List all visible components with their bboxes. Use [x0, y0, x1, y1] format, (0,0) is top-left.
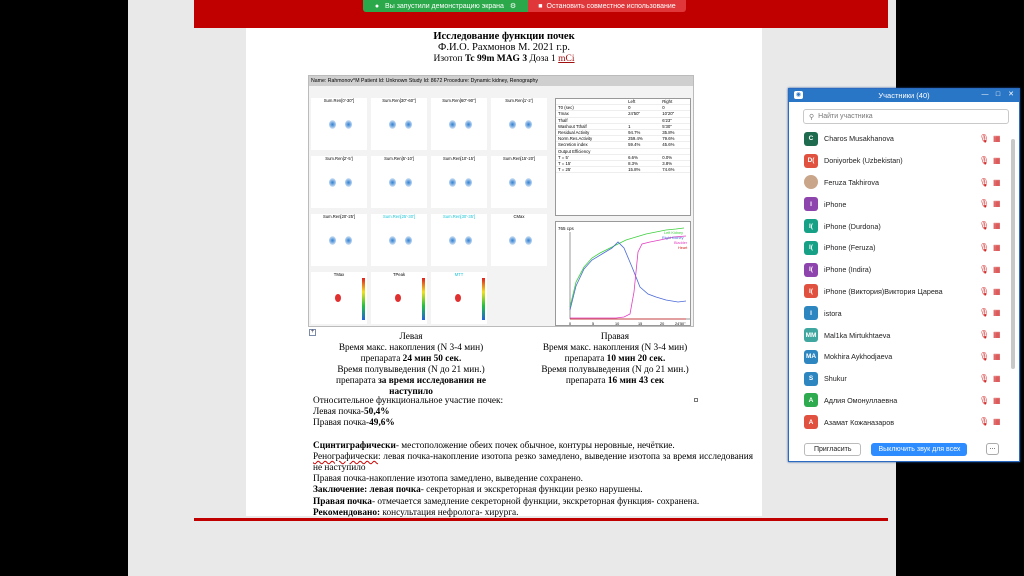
x-tick-0: 0	[569, 322, 572, 326]
participant-row[interactable]	[789, 302, 1019, 324]
video-off-icon[interactable]: ▦	[993, 330, 1001, 340]
scan-tile-label: Sum.Ren[30"-60"]	[382, 98, 416, 103]
kidney-blob	[329, 178, 336, 187]
participant-row[interactable]	[789, 259, 1019, 281]
table-cell: Residual Activity	[556, 130, 626, 136]
participants-titlebar[interactable]	[789, 89, 1019, 102]
mic-muted-icon[interactable]: 🎙︎	[979, 417, 990, 427]
scan-header: Name: Rahmonov^M Patient Id: Unknown Study Id: 8672 Procedure: Dynamic kidney, Renography	[309, 76, 693, 86]
kidney-blob	[465, 178, 472, 187]
share-status-text: Вы запустили демонстрацию экрана	[385, 2, 504, 10]
kidney-blob	[389, 236, 396, 245]
participant-row[interactable]	[789, 237, 1019, 259]
video-off-icon[interactable]: ▦	[993, 155, 1001, 165]
participant-list-scrollbar[interactable]	[1011, 139, 1015, 369]
table-cell: T = 5'	[556, 154, 626, 160]
avatar: I(	[804, 284, 818, 298]
kidney-blob	[389, 120, 396, 129]
table-cell: 59.4%	[626, 142, 660, 148]
left-kidney-summary	[316, 332, 506, 398]
x-tick-20: 20	[660, 322, 665, 326]
avatar	[804, 175, 818, 189]
avatar: A	[804, 415, 818, 429]
scan-tile	[491, 214, 547, 266]
table-cell: 6.6%	[626, 154, 660, 160]
video-off-icon[interactable]: ▦	[993, 177, 1001, 187]
table-cell: 0	[626, 105, 660, 111]
scan-tile	[491, 156, 547, 208]
avatar: MM	[804, 328, 818, 342]
mic-muted-icon[interactable]: 🎙︎	[979, 155, 990, 165]
video-off-icon[interactable]: ▦	[993, 264, 1001, 274]
left-line1: Время макс. накопления (N 3-4 мин)	[338, 343, 484, 353]
x-tick-5: 5	[592, 322, 595, 326]
renogram-svg	[556, 222, 692, 327]
avatar: I(	[804, 241, 818, 255]
color-scale	[482, 278, 485, 320]
recommendation-line: Рекомендовано: консультация нефролога- хирурга.	[313, 507, 519, 518]
scan-tile	[431, 272, 487, 324]
right-line2: препарата 10 мин 20 сек.	[564, 354, 666, 364]
kidney-blob	[525, 120, 532, 129]
scan-tile-label: Sum.Ren[10'-15']	[442, 156, 476, 161]
table-cell: 79.6%	[660, 136, 690, 142]
avatar: S	[804, 372, 818, 386]
kidney-blob	[449, 120, 456, 129]
mic-muted-icon[interactable]: 🎙︎	[979, 221, 990, 231]
avatar: I(	[804, 263, 818, 277]
parametric-map	[455, 294, 461, 302]
participant-name: Doniyorbek (Uzbekistan)	[824, 156, 903, 166]
video-off-icon[interactable]: ▦	[993, 351, 1001, 361]
legend-bladder: Bladder	[674, 241, 688, 245]
x-tick-end: 24'50"	[675, 322, 686, 326]
participant-name: Азамат Кожаназаров	[824, 417, 895, 427]
conclusion-right-line: Правая почка- отмечается замедление секреторной функции, экскреторная функция- сохранена.	[313, 496, 700, 507]
scan-tile-label: CMax	[513, 214, 525, 219]
mic-muted-icon[interactable]: 🎙︎	[979, 199, 990, 209]
kidney-blob	[465, 236, 472, 245]
table-cell: 0.0%	[660, 154, 690, 160]
avatar: I(	[804, 219, 818, 233]
participant-row[interactable]	[789, 172, 1019, 194]
video-off-icon[interactable]: ▦	[993, 134, 1001, 143]
scan-tile	[431, 98, 487, 150]
table-cell: Thalf	[556, 117, 626, 123]
scan-tile-label: Sum.Ren[1'-2']	[505, 98, 533, 103]
isotope-name: Tc 99m MAG 3	[464, 54, 528, 64]
participant-name: iPhone (Durdona)	[824, 221, 881, 231]
results-table	[556, 99, 690, 173]
video-off-icon[interactable]: ▦	[993, 199, 1001, 209]
x-tick-10: 10	[615, 322, 620, 326]
table-cell: 24'50"	[626, 111, 660, 117]
scan-tiles	[311, 98, 551, 326]
graph-cps-label: 765 cps	[558, 226, 574, 231]
scan-tile-label: Sum.Ren[60"-90"]	[442, 98, 476, 103]
video-off-icon[interactable]: ▦	[993, 417, 1001, 427]
table-cell: 259.4%	[626, 136, 660, 142]
video-off-icon[interactable]: ▦	[993, 242, 1001, 252]
kidney-blob	[345, 236, 352, 245]
participants-title: Участники (40)	[878, 91, 930, 100]
scan-tile	[311, 214, 367, 266]
table-cell: 74.6%	[660, 167, 690, 173]
mic-muted-icon[interactable]: 🎙︎	[979, 330, 990, 340]
scan-tile-label: Sum.Ren[25'-30']	[382, 214, 416, 219]
right-kidney-curve	[570, 242, 686, 310]
mic-muted-icon[interactable]: 🎙︎	[979, 351, 990, 361]
participant-row[interactable]	[789, 128, 1019, 150]
results-table-panel	[555, 98, 691, 216]
report-title: Исследование функции почек	[433, 31, 575, 42]
scan-tile-label: Sum.Ren[0'-30"]	[323, 98, 355, 103]
scan-tile	[371, 156, 427, 208]
table-cell: Tmax	[556, 111, 626, 117]
table-cell: 0	[660, 105, 690, 111]
color-scale	[422, 278, 425, 320]
share-shield-icon: ●	[374, 2, 380, 10]
scan-tile	[311, 156, 367, 208]
table-cell: 5'30"	[660, 123, 690, 129]
stop-share-button[interactable]	[528, 0, 686, 12]
participant-list	[789, 128, 1019, 433]
screen-share-bar	[363, 0, 686, 12]
kidney-blob	[329, 120, 336, 129]
color-scale	[362, 278, 365, 320]
participant-row[interactable]	[789, 281, 1019, 303]
left-heading: Левая	[399, 332, 423, 342]
kidney-blob	[389, 178, 396, 187]
avatar: I	[804, 197, 818, 211]
video-off-icon[interactable]: ▦	[993, 395, 1001, 405]
renography-line: Ренографически: левая почка-накопление изотопа резко замедлено, выведение изотопа за время исследования не наступило	[313, 451, 753, 474]
relative-right: Правая почка-49,6%	[313, 418, 395, 429]
participant-name: iPhone (Виктория)Виктория Царева	[824, 286, 943, 296]
table-cell: Secretion index	[556, 142, 626, 148]
participant-name: iPhone (Indira)	[824, 265, 872, 275]
participant-name: Mal1ka Mirtukhtaeva	[824, 330, 891, 340]
report-page	[246, 28, 762, 516]
participant-row[interactable]	[789, 390, 1019, 412]
table-cell: 10'20"	[660, 111, 690, 117]
table-cell: 45.6%	[660, 142, 690, 148]
table-cell: 1	[626, 123, 660, 129]
table-header-cell: Left	[626, 99, 660, 105]
participant-row[interactable]	[789, 411, 1019, 433]
maximize-icon[interactable]: □	[995, 91, 1001, 98]
table-header-cell: Right	[660, 99, 690, 105]
scan-tile-label: Sum.Ren[5'-10']	[384, 156, 414, 161]
kidney-blob	[509, 178, 516, 187]
renography-image	[308, 75, 694, 327]
kidney-blob	[405, 120, 412, 129]
right-heading: Правая	[600, 332, 630, 342]
table-cell: T = 25'	[556, 167, 626, 173]
patient-name: Ф.И.О. Рахмонов М. 2021 г.р.	[438, 42, 570, 53]
scan-tile	[371, 214, 427, 266]
participant-name: Mokhira Aykhodjaeva	[824, 352, 893, 362]
scan-tile-label: Sum.Ren[20'-25']	[322, 214, 356, 219]
right-kidney-line: Правая почка-накопление изотопа замедлено, выведение сохранено.	[313, 474, 583, 485]
right-line4: препарата 16 мин 43 сек	[565, 376, 665, 386]
more-options-button[interactable]: ...	[986, 443, 999, 455]
stop-share-label: Остановить совместное использование	[546, 2, 676, 10]
kidney-blob	[405, 236, 412, 245]
participant-row[interactable]	[789, 368, 1019, 390]
isotope-prefix: Изотоп	[433, 54, 463, 64]
participant-name: iPhone (Feruza)	[824, 243, 876, 253]
parametric-map	[335, 294, 341, 302]
mic-muted-icon[interactable]: 🎙︎	[979, 373, 990, 383]
participants-footer	[789, 437, 1019, 461]
scan-tile-label: Sum.Ren[30'-35']	[442, 214, 476, 219]
renogram-chart	[555, 221, 691, 326]
table-cell: 35.8%	[660, 130, 690, 136]
isotope-dose: Доза 1	[529, 54, 556, 64]
participant-name: Адлия Омонуллаевна	[824, 395, 898, 405]
table-cell: Norm.Res.Activity	[556, 136, 626, 142]
search-icon: ⚲	[809, 113, 815, 121]
kidney-blob	[465, 120, 472, 129]
table-cell: 15.8%	[626, 167, 660, 173]
report-body	[313, 396, 753, 519]
scan-tile	[431, 156, 487, 208]
scan-tile	[311, 272, 367, 324]
participant-search-input[interactable]	[803, 109, 1009, 124]
table-cell: T = 15'	[556, 161, 626, 167]
conclusion-line: Заключение: левая почка- секреторная и экскреторная функции резко нарушены.	[313, 485, 643, 496]
kidney-blob	[345, 120, 352, 129]
table-cell: 94.7%	[626, 130, 660, 136]
scan-tile	[371, 272, 427, 324]
kidney-blob	[509, 236, 516, 245]
right-kidney-summary	[520, 332, 710, 387]
scan-tile-label: Sum.Ren[15'-20']	[502, 156, 536, 161]
mic-muted-icon[interactable]: 🎙︎	[979, 308, 990, 318]
left-line2: препарата 24 мин 50 сек.	[360, 354, 462, 364]
kidney-blob	[449, 236, 456, 245]
x-tick-15: 15	[638, 322, 643, 326]
participant-row[interactable]	[789, 215, 1019, 237]
video-off-icon[interactable]: ▦	[993, 373, 1001, 383]
close-icon[interactable]: ✕	[1008, 91, 1014, 98]
participant-name: Shukur	[824, 374, 847, 384]
scintigraphy-line: Сцинтиграфически- местоположение обеих почек обычное, контуры неровные, нечёткие.	[313, 440, 675, 451]
participant-name: istora	[824, 308, 842, 318]
expand-icon[interactable]: +	[310, 329, 315, 335]
mic-muted-icon[interactable]: 🎙︎	[979, 286, 990, 296]
kidney-blob	[525, 178, 532, 187]
participant-row[interactable]	[789, 150, 1019, 172]
left-line4: препарата за время исследования не наступило	[336, 376, 486, 397]
legend-left-kidney: Left Kidney	[664, 231, 683, 235]
table-cell: Output Efficiency	[556, 148, 626, 154]
kidney-blob	[345, 178, 352, 187]
avatar: I	[804, 306, 818, 320]
video-off-icon[interactable]: ▦	[993, 286, 1001, 296]
search-placeholder: Найти участника	[818, 113, 873, 120]
participant-row[interactable]	[789, 324, 1019, 346]
scan-tile-label: TMax	[333, 272, 345, 277]
zoom-app-icon: ◉	[795, 92, 802, 98]
participant-row[interactable]	[789, 193, 1019, 215]
left-line3: Время полувыведения (N до 21 мин.)	[337, 365, 485, 375]
mic-muted-icon[interactable]: 🎙︎	[979, 134, 990, 143]
mic-muted-icon[interactable]: 🎙︎	[979, 242, 990, 252]
video-off-icon[interactable]: ▦	[993, 221, 1001, 231]
table-cell: T0 (sec)	[556, 105, 626, 111]
scan-tile	[491, 98, 547, 150]
scan-tile-label: Sum.Ren[2'-5']	[325, 156, 353, 161]
scan-tile-label: MTT	[454, 272, 464, 277]
avatar: D(	[804, 154, 818, 168]
participant-row[interactable]	[789, 346, 1019, 368]
avatar: MA	[804, 350, 818, 364]
relative-left: Левая почка-50,4%	[313, 407, 390, 418]
right-line3: Время полувыведения (N до 21 мин.)	[541, 365, 689, 375]
mic-muted-icon[interactable]: 🎙︎	[979, 177, 990, 187]
isotope-line	[246, 53, 762, 65]
kidney-blob	[405, 178, 412, 187]
mic-muted-icon[interactable]: 🎙︎	[979, 264, 990, 274]
table-cell: 8.3%	[626, 161, 660, 167]
right-line1: Время макс. накопления (N 3-4 мин)	[542, 343, 688, 353]
mic-muted-icon[interactable]: 🎙︎	[979, 395, 990, 405]
participant-name: Charos Musakhanova	[824, 134, 894, 144]
participant-name: Feruza Takhirova	[824, 177, 879, 187]
scan-tile	[431, 214, 487, 266]
minimize-icon[interactable]: —	[981, 91, 989, 98]
scan-tile	[311, 98, 367, 150]
share-status	[363, 0, 528, 12]
avatar: C	[804, 132, 818, 146]
bladder-curve	[570, 236, 686, 318]
kidney-blob	[509, 120, 516, 129]
mute-all-button[interactable]: Выключить звук для всех	[871, 443, 967, 456]
scan-tile	[371, 98, 427, 150]
table-cell: 6'23"	[660, 117, 690, 123]
table-row	[556, 167, 690, 173]
participants-panel	[788, 88, 1020, 462]
isotope-unit: mCi	[558, 54, 575, 64]
table-cell: Washout Tthalf	[556, 123, 626, 129]
kidney-blob	[525, 236, 532, 245]
kidney-blob	[449, 178, 456, 187]
avatar: A	[804, 393, 818, 407]
share-settings-icon[interactable]: ⚙	[509, 3, 517, 10]
legend-heart: Heart	[678, 246, 688, 250]
scan-tile-label: TPeak	[392, 272, 406, 277]
table-cell: 3.8%	[660, 161, 690, 167]
relative-title: Относительное функциональное участие почек:	[313, 396, 504, 406]
legend-right-kidney: Right Kidney	[662, 236, 684, 240]
stop-square-icon: ■	[538, 2, 543, 10]
invite-button[interactable]: Пригласить	[804, 443, 861, 456]
kidney-blob	[329, 236, 336, 245]
participant-name: iPhone	[824, 199, 847, 209]
video-off-icon[interactable]: ▦	[993, 308, 1001, 318]
parametric-map	[395, 294, 401, 302]
